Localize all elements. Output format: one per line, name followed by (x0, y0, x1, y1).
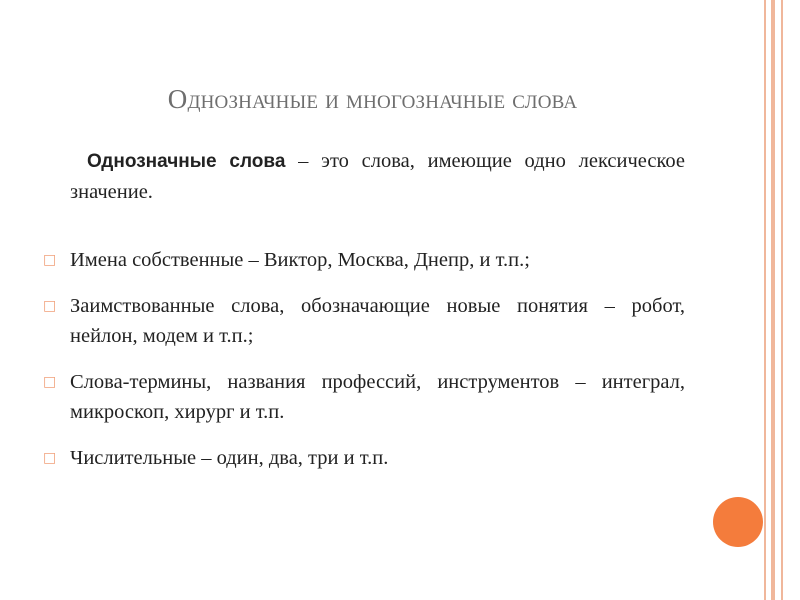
slide-title: Однозначные и многозначные слова (167, 84, 578, 114)
bullet-list (43, 245, 685, 473)
hollow-square-bullet-icon: □ (43, 252, 57, 268)
list-item (43, 443, 685, 473)
list-item (43, 245, 685, 275)
list-item (43, 367, 685, 427)
definition-term: Однозначные слова (87, 151, 286, 172)
hollow-square-bullet-icon: □ (43, 450, 57, 466)
list-item (43, 291, 685, 351)
definition-paragraph (70, 146, 685, 207)
definition-text: – это слова, имеющие одно лексическое значение. (70, 150, 685, 203)
hollow-square-bullet-icon: □ (43, 298, 57, 314)
decorative-circle (713, 497, 763, 547)
decorative-rule-middle (771, 0, 775, 600)
list-item-text: Числительные – один, два, три и т.п. (70, 447, 389, 469)
hollow-square-bullet-icon: □ (43, 374, 57, 390)
decorative-rule-right (781, 0, 783, 600)
list-item-text: Заимствованные слова, обозначающие новые понятия – робот, нейлон, модем и т.п.; (70, 295, 685, 347)
decorative-rule-left (764, 0, 766, 600)
list-item-text: Слова-термины, названия профессий, инструментов – интеграл, микроскоп, хирург и т.п. (70, 371, 685, 423)
list-item-text: Имена собственные – Виктор, Москва, Днепр, и т.п.; (70, 249, 530, 271)
slide-content (43, 146, 685, 489)
